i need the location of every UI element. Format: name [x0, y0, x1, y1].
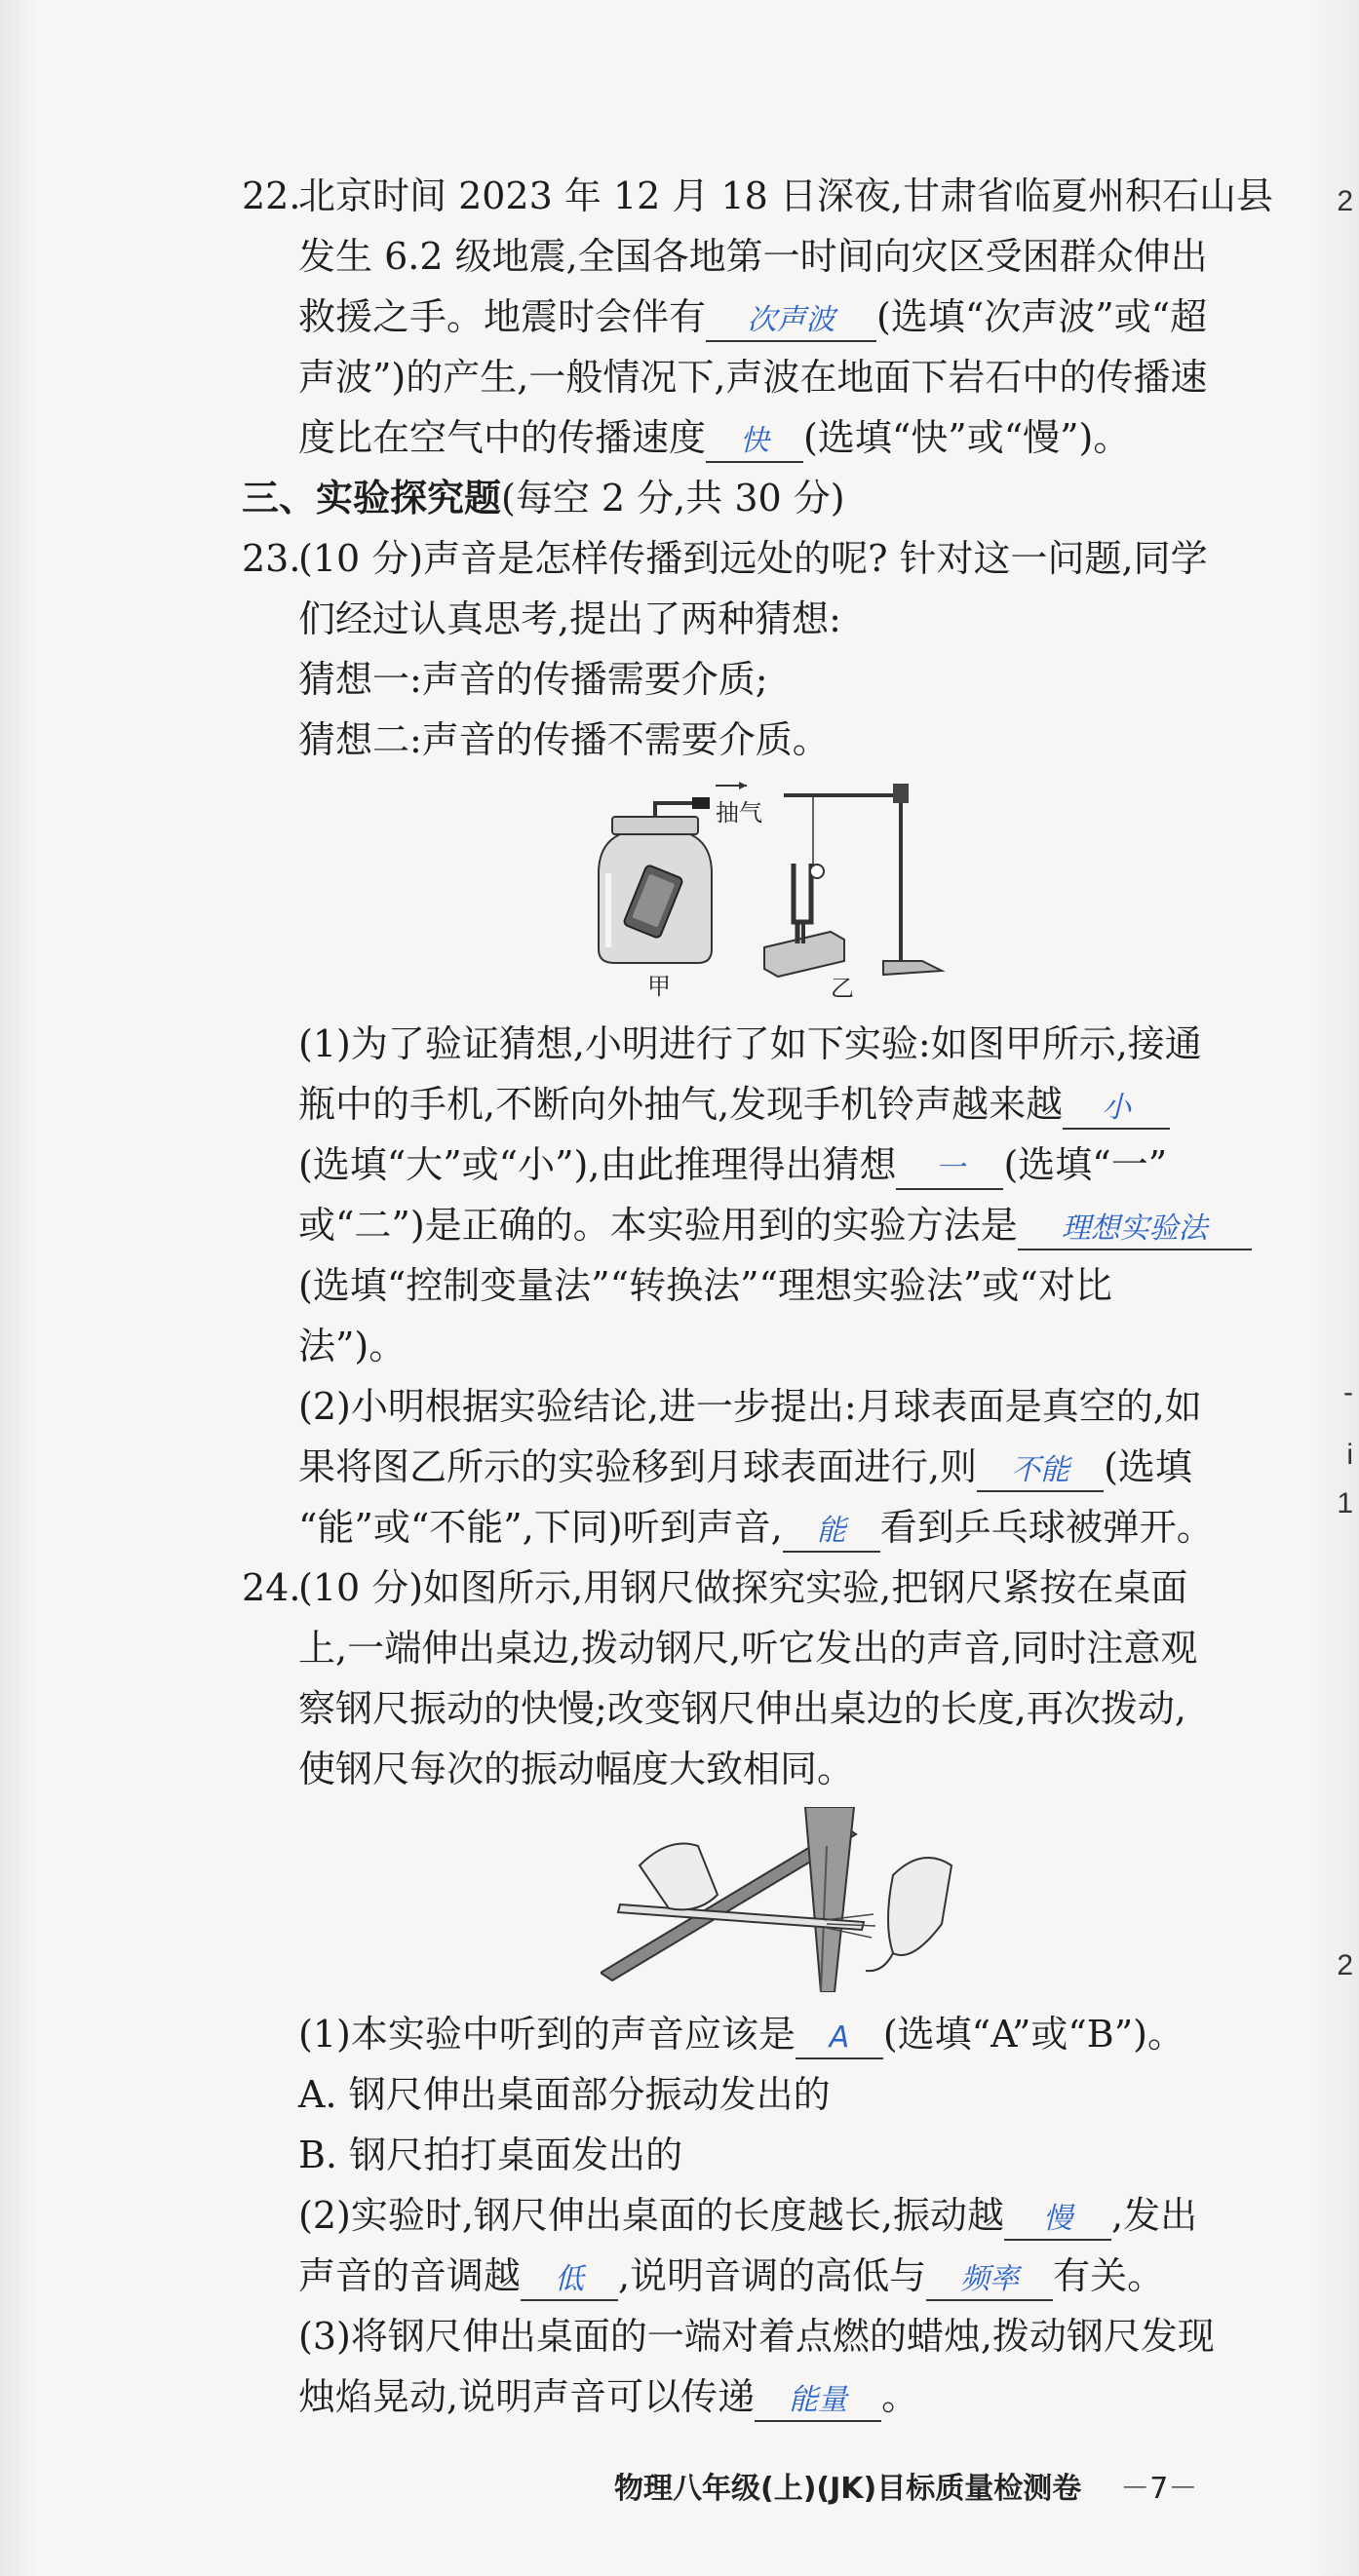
q23-p1-line2: 瓶中的手机,不断向外抽气,发现手机铃声越来越 [298, 1083, 1064, 1126]
q23-p1-line4a: 或“二”)是正确的。本实验用到的实验方法是 [298, 1204, 1018, 1247]
page-footer [614, 2464, 1197, 2507]
q24-line3: 察钢尺振动的快慢;改变钢尺伸出桌边的长度,再次拨动, [298, 1687, 1186, 1730]
tuning-fork-icon [764, 784, 942, 977]
figure-illustration [591, 776, 1000, 1000]
q22-line3a: 救援之手。地震时会伴有 [298, 295, 707, 338]
q24-p1b: (选填“A”或“B”)。 [882, 2013, 1184, 2056]
footer-title: 物理八年级(上)(JK)目标质量检测卷 [614, 2472, 1082, 2506]
q23-p1-line1: (1)为了验证猜想,小明进行了如下实验:如图甲所示,接通 [298, 1022, 1202, 1065]
section-note: (每空 2 分,共 30 分) [501, 477, 845, 519]
q24-p2-line2c: 有关。 [1053, 2254, 1165, 2297]
q23-p2-line1: (2)小明根据实验结论,进一步提出:月球表面是真空的,如 [298, 1385, 1202, 1428]
section-title: 三、实验探究题 [242, 477, 502, 519]
answer-blank: 频率 [926, 2260, 1053, 2301]
ruler-on-table-icon [601, 1807, 951, 1992]
option-a: A. 钢尺伸出桌面部分振动发出的 [298, 2073, 831, 2116]
answer-blank: 理想实验法 [1018, 1210, 1252, 1250]
option-b: B. 钢尺拍打桌面发出的 [298, 2134, 683, 2176]
edge-mark: i [1346, 1439, 1353, 1471]
figure-steel-ruler [298, 1807, 1265, 1992]
q23-p1-line3a: (选填“大”或“小”),由此推理得出猜想 [298, 1143, 897, 1186]
q24-p3-line1: (3)将钢尺伸出桌面的一端对着点燃的蜡烛,拨动钢尺发现 [298, 2315, 1215, 2358]
q24-p2-line1a: (2)实验时,钢尺伸出桌面的长度越长,振动越 [298, 2194, 1004, 2237]
q22-line3b: (选填“次声波”或“超 [876, 295, 1208, 338]
answer-blank: 次声波 [706, 301, 876, 342]
q22-line1: 北京时间 2023 年 12 月 18 日深夜,甘肃省临夏州积石山县 [298, 174, 1273, 217]
q22-line4: 声波”)的产生,一般情况下,声波在地面下岩石中的传播速 [298, 356, 1208, 399]
answer-blank: 小 [1063, 1089, 1170, 1130]
ruler-illustration [601, 1807, 990, 1992]
q24-line1: (10 分)如图所示,用钢尺做探究实验,把钢尺紧按在桌面 [298, 1566, 1188, 1609]
edge-mark: 2 [1337, 185, 1353, 217]
q23-p1-line5: (选填“控制变量法”“转换法”“理想实验法”或“对比 [298, 1264, 1112, 1307]
answer-blank: 快 [706, 422, 803, 463]
q23-p1-line6: 法”)。 [298, 1325, 407, 1367]
edge-mark: - [1343, 1376, 1353, 1408]
edge-mark: 1 [1337, 1487, 1353, 1519]
figure-label-a: 甲 [647, 975, 671, 1000]
figure-label-b: 乙 [831, 977, 854, 1000]
q24-p2-line2b: ,说明音调的高低与 [618, 2254, 927, 2297]
q23-line1: (10 分)声音是怎样传播到远处的呢? 针对这一问题,同学 [298, 537, 1208, 580]
answer-blank: 低 [521, 2260, 618, 2301]
edge-mark: 2 [1337, 1949, 1353, 1981]
q23-p2-line2b: (选填 [1104, 1445, 1192, 1488]
q23-line2: 们经过认真思考,提出了两种猜想: [298, 597, 841, 640]
q22-line5a: 度比在空气中的传播速度 [298, 416, 707, 459]
guess-1: 猜想一:声音的传播需要介质; [298, 658, 768, 701]
exam-content [242, 166, 1273, 2427]
question-number: 23. [242, 537, 301, 580]
q24-line4: 使钢尺每次的振动幅度大致相同。 [298, 1748, 855, 1790]
q24-line2: 上,一端伸出桌边,拨动钢尺,听它发出的声音,同时注意观 [298, 1627, 1198, 1670]
q24-p2-line2a: 声音的音调越 [298, 2254, 522, 2297]
answer-blank: 一 [896, 1149, 1003, 1190]
answer-blank: 能 [783, 1512, 880, 1553]
q23-p2-line3a: “能”或“不能”,下同)听到声音, [298, 1506, 783, 1549]
guess-2: 猜想二:声音的传播不需要介质。 [298, 718, 830, 761]
page-number: －7－ [1120, 2472, 1198, 2506]
question-22 [242, 166, 1273, 468]
q22-line2: 发生 6.2 级地震,全国各地第一时间向灾区受困群众伸出 [298, 235, 1208, 278]
figure-jar-and-tuning-fork [298, 776, 1265, 1000]
q24-p1a: (1)本实验中听到的声音应该是 [298, 2013, 796, 2056]
question-23 [242, 528, 1265, 1557]
q22-line5b: (选填“快”或“慢”)。 [803, 416, 1131, 459]
q24-p3-line2a: 烛焰晃动,说明声音可以传递 [298, 2375, 756, 2418]
question-24 [242, 1557, 1265, 2427]
answer-blank: 能量 [755, 2381, 881, 2422]
answer-blank: 不能 [977, 1451, 1104, 1492]
question-number: 22. [242, 174, 301, 217]
pump-label: 抽气 [716, 800, 762, 827]
q23-p1-line3b: (选填“一” [1003, 1143, 1168, 1186]
q23-p2-line2a: 果将图乙所示的实验移到月球表面进行,则 [298, 1445, 978, 1488]
q24-p2-line1b: ,发出 [1111, 2194, 1198, 2237]
question-number: 24. [242, 1566, 301, 1609]
answer-blank: 慢 [1004, 2200, 1111, 2241]
answer-blank: A [796, 2019, 883, 2059]
q23-p2-line3b: 看到乒乓球被弹开。 [879, 1506, 1214, 1549]
q24-p3-line2b: 。 [881, 2375, 919, 2418]
section-heading [242, 468, 1265, 528]
